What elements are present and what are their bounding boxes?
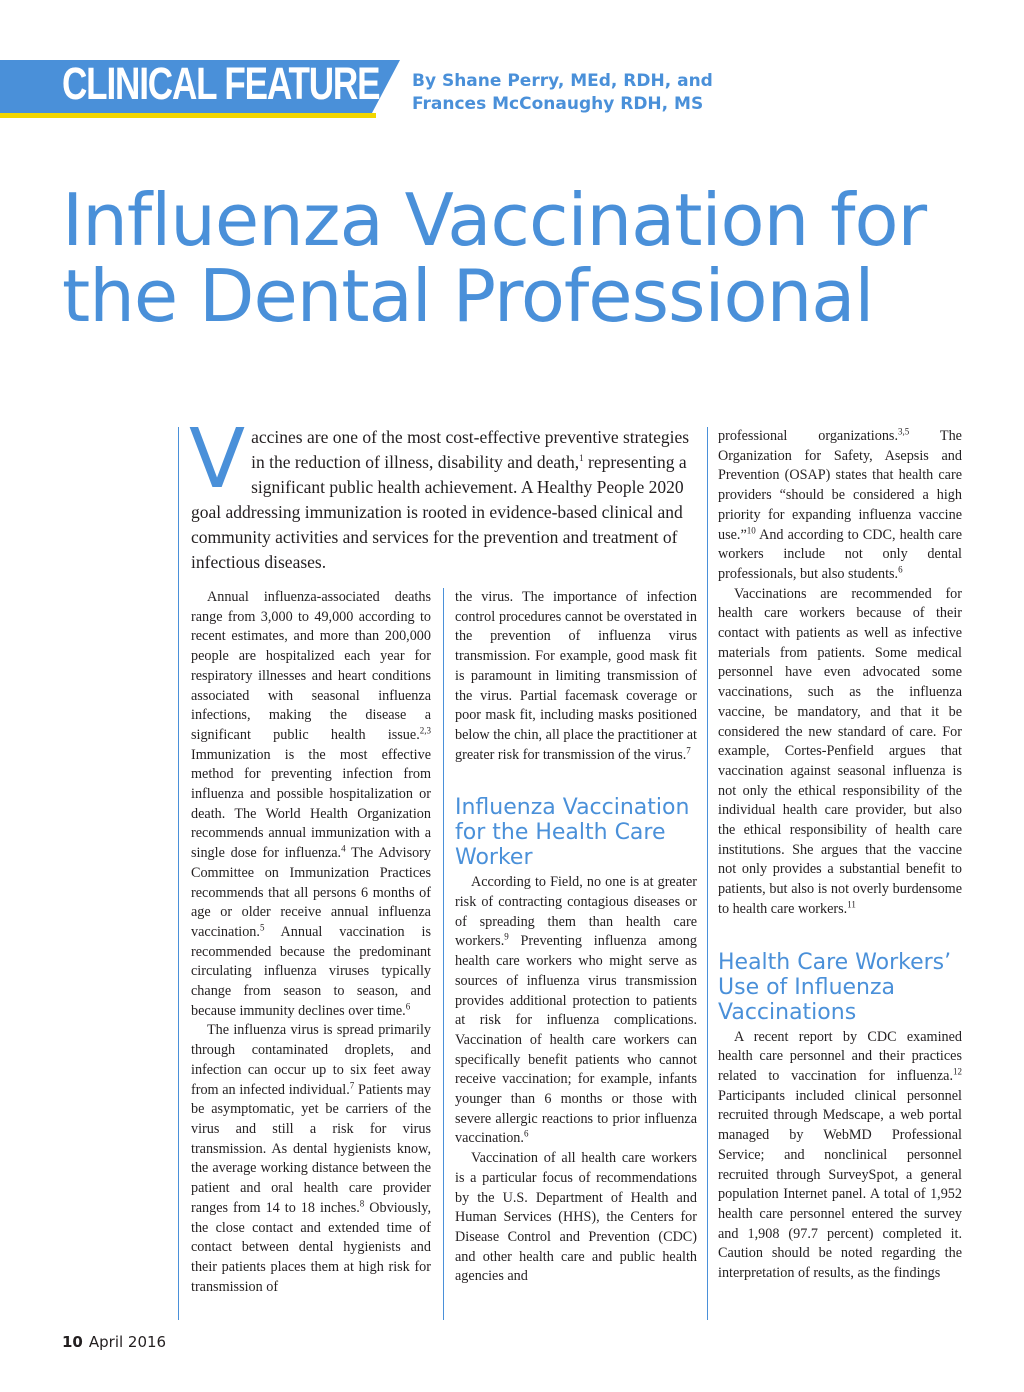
text: Immunization is the most effective method for preventing infection from influenza and possible hospitalization or death. The World Health Organization recommends annual immunization with a single dose for influenza. [191,746,431,862]
paragraph [455,873,697,1149]
paragraph [455,588,697,765]
text: Annual vaccination is recommended because the predominant circulating influenza viruses typically change from season to season, and because immunity declines over time. [191,923,431,1019]
footnote-ref: 6 [523,1128,529,1139]
section-heading: Health Care Workers’ Use of Influenza Vaccinations [718,949,952,1025]
intro-text: accines are one of the most cost-effective preventive strategies in the reduction of illness, disability and death, [251,427,690,472]
drop-cap: V [189,412,246,507]
intro-paragraph [189,412,691,575]
footnote-ref: 6 [405,1001,411,1012]
byline [412,70,713,116]
footnote-ref: 7 [686,744,691,755]
banner-stripe [0,113,376,118]
body-column-2 [455,588,697,1287]
title-line-2: the Dental Professional [62,254,874,338]
title-line-1: Influenza Vaccination for [62,178,927,262]
text: Obviously, the close contact and extended time of contact between dental hygienists and their patients places them at high risk for transmission of [191,1199,431,1295]
footnote-ref: 7 [349,1079,355,1090]
paragraph [718,427,962,585]
section-label: CLINICAL FEATURE [62,58,380,109]
text: Vaccination of all health care workers is a particular focus of recommendations by the U.S. Department of Health and Human Services (HHS), the Centers for Disease Control and Prevention (CDC) and other health care and public health agencies and [455,1150,697,1285]
byline-line-2: Frances McConaughy RDH, MS [412,94,704,114]
body-column-1 [191,588,431,1297]
paragraph [191,1021,431,1297]
column-rule [707,427,708,1320]
footnote-ref: 9 [504,931,509,942]
paragraph [455,1149,697,1287]
column-rule [178,427,179,1320]
text: Preventing influenza among health care workers who might serve as sources of influenza virus transmission provides additional protection to patients at risk for influenza complications. Vaccination of health care workers can specifically benefit patients who cannot receive vaccination; for example, infants younger than 6 months or those with severe allergic reactions to prior influenza vaccination. [455,933,697,1147]
footnote-ref: 3,5 [898,426,910,437]
page-number: 10 [62,1333,83,1351]
text: A recent report by CDC examined health care personnel and their practices related to vaccination for influenza. [718,1028,962,1084]
text: The Advisory Committee on Immunization Practices recommends that all persons 6 months of age or older receive annual influenza vaccination. [191,845,431,940]
footnote-ref: 11 [847,899,856,910]
text: Patients may be asymptomatic, yet be carriers of the virus and still a risk for virus transmission. As dental hygienists know, the average working distance between the patient and oral health care provider ranges from 14 to 18 inches. [191,1081,431,1216]
text: The Organization for Safety, Asepsis and Prevention (OSAP) states that health care providers “should be considered a high priority for expanding influenza vaccine use.” [718,428,962,543]
paragraph [718,585,962,920]
article-title [62,178,927,338]
text: According to Field, no one is at greater risk of contracting contagious diseases or of spreading them than health care workers. [455,874,697,950]
paragraph [191,588,431,1021]
footnote-ref: 8 [359,1198,365,1209]
intro-text-continued: representing a significant public health achievement. A Healthy People 2020 goal addressing immunization is rooted in evidence-based clinical and community activities and services for the prevention and treatment of infectious diseases. [191,452,687,572]
text: Annual influenza-associated deaths range from 3,000 to 49,000 according to recent estimates, and more than 200,000 people are hospitalized each year for respiratory illnesses and heart conditions associated with seasonal influenza infections, making the disease a significant public health issue. [191,589,431,743]
footnote-ref: 6 [898,564,903,575]
page-footer [62,1333,166,1351]
text: Participants included clinical personnel recruited through Medscape, a web portal managed by WebMD Professional Service; and nonclinical personnel recruited through SurveySpot, a general population Internet panel. A total of 1,952 health care personnel entered the survey and 1,908 (97.7 percent) completed it. Caution should be noted regarding the interpretation of results, as the findings [718,1087,962,1282]
text: And according to CDC, health care workers include not only dental professionals, but also students. [718,526,962,582]
paragraph [718,1028,962,1284]
footnote-ref: 12 [953,1066,962,1077]
text: the virus. The importance of infection control procedures cannot be overstated in the prevention of influenza virus transmission. For example, good mask fit is paramount in limiting transmission of the virus. Partial facemask coverage or poor mask fit, including masks positioned below the chin, all place the practitioner at greater risk for transmission of the virus. [455,589,697,763]
byline-line-1: By Shane Perry, MEd, RDH, and [412,71,713,91]
footnote-ref: 1 [579,453,584,464]
text: professional organizations. [718,428,898,444]
section-heading: Influenza Vaccination for the Health Care Worker [455,795,690,871]
footnote-ref: 2,3 [419,725,431,736]
text: Vaccinations are recommended for health care workers because of their contact with patients as well as infective materials from patients. Some medical personnel have even advocated some vaccinations, such as the influenza vaccine, be mandatory, and that it be considered the new standard of care. For example, Cortes-Penfield argues that vaccination against seasonal influenza is not only the ethical responsibility of the individual health care provider, but also the ethical responsibility of health care institutions. She argues that the vaccine not only provides a substantial benefit to patients, but also is not overly burdensome to health care workers. [718,585,962,917]
footnote-ref: 4 [341,843,346,854]
text: The influenza virus is spread primarily through contaminated droplets, and infection can occur up to six feet away from an infected individual. [191,1022,431,1098]
issue-date: April 2016 [88,1333,167,1351]
body-column-3 [718,427,962,1284]
footnote-ref: 5 [259,922,265,933]
column-rule [443,588,444,1320]
footnote-ref: 10 [746,524,756,535]
